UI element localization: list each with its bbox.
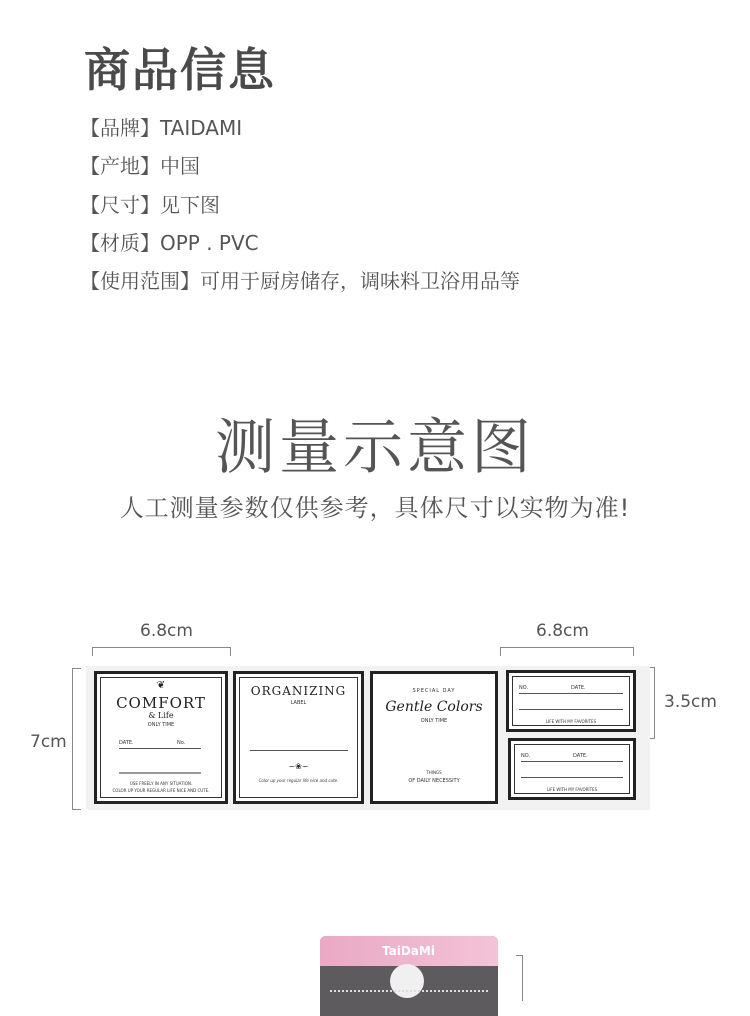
organizing-foot: Color up your regular life nice and cute. — [258, 778, 339, 783]
info-row-material — [80, 227, 259, 256]
product-brand: TaiDaMi — [382, 944, 435, 958]
label-gentle-colors — [370, 671, 498, 804]
organizing-sub: LABEL — [290, 700, 307, 706]
small-no: NO. — [521, 753, 531, 759]
gentle-foot: OF DAILY NECESSITY — [408, 778, 460, 784]
info-label: 【产地】 — [80, 154, 160, 178]
info-label: 【材质】 — [80, 231, 160, 255]
info-value: TAIDAMI — [160, 116, 243, 140]
info-row-size — [80, 189, 220, 218]
dim-height-left-bracket — [72, 668, 81, 810]
dim-width-right-bracket — [500, 647, 634, 656]
ornament-icon: ∽❀∽ — [288, 762, 309, 771]
small-foot: LIFE WITH MY FAVORITES — [546, 787, 598, 792]
organizing-title: ORGANIZING — [250, 684, 347, 698]
small-date: DATE. — [573, 753, 588, 759]
info-row-origin — [80, 150, 200, 179]
dim-width-left: 6.8cm — [140, 621, 193, 641]
label-small-bottom — [508, 738, 636, 800]
info-row-usage — [80, 265, 520, 294]
diagram-subtitle: 人工测量参数仅供参考，具体尺寸以实物为准! — [119, 494, 631, 522]
small-no: NO. — [519, 685, 529, 691]
product-image — [320, 936, 498, 1016]
gentle-top: SPECIAL DAY — [412, 688, 456, 694]
laurel-icon: ❦ — [156, 680, 166, 691]
info-row-brand — [80, 112, 242, 141]
comfort-foot1: USE FREELY IN ANY SITUATION. — [129, 781, 193, 786]
info-value: OPP . PVC — [160, 231, 259, 255]
info-value: 中国 — [160, 154, 200, 178]
label-organizing — [233, 671, 364, 804]
small-foot: LIFE WITH MY FAVORITES — [545, 719, 597, 724]
label-comfort — [94, 671, 228, 804]
small-date: DATE. — [571, 685, 586, 691]
gentle-tag: ONLY TIME — [420, 718, 448, 724]
comfort-sub: & Life — [148, 711, 174, 720]
dim-height-right: 3.5cm — [664, 692, 717, 712]
label-small-top — [506, 670, 636, 732]
comfort-date: DATE. — [119, 740, 134, 746]
comfort-tag: ONLY TIME — [147, 722, 175, 728]
comfort-title: COMFORT — [116, 694, 206, 712]
dim-width-right: 6.8cm — [536, 621, 589, 641]
info-value: 见下图 — [160, 193, 220, 217]
comfort-foot2: COLOR UP YOUR REGULAR LIFE NICE AND CUTE. — [112, 788, 210, 793]
diagram-title: 测量示意图 — [215, 413, 535, 483]
info-label: 【尺寸】 — [80, 193, 160, 217]
comfort-no: No. — [177, 740, 186, 746]
info-label: 【使用范围】 — [80, 269, 200, 293]
info-label: 【品牌】 — [80, 116, 160, 140]
page-title: 商品信息 — [84, 43, 276, 97]
info-value: 可用于厨房储存，调味料卫浴用品等 — [200, 269, 520, 293]
gentle-title: Gentle Colors — [385, 699, 483, 715]
dim-product-bracket — [516, 955, 523, 1001]
gentle-mid: THINGS — [426, 770, 442, 775]
dim-width-left-bracket — [92, 647, 231, 656]
dim-height-left: 7cm — [30, 732, 67, 752]
